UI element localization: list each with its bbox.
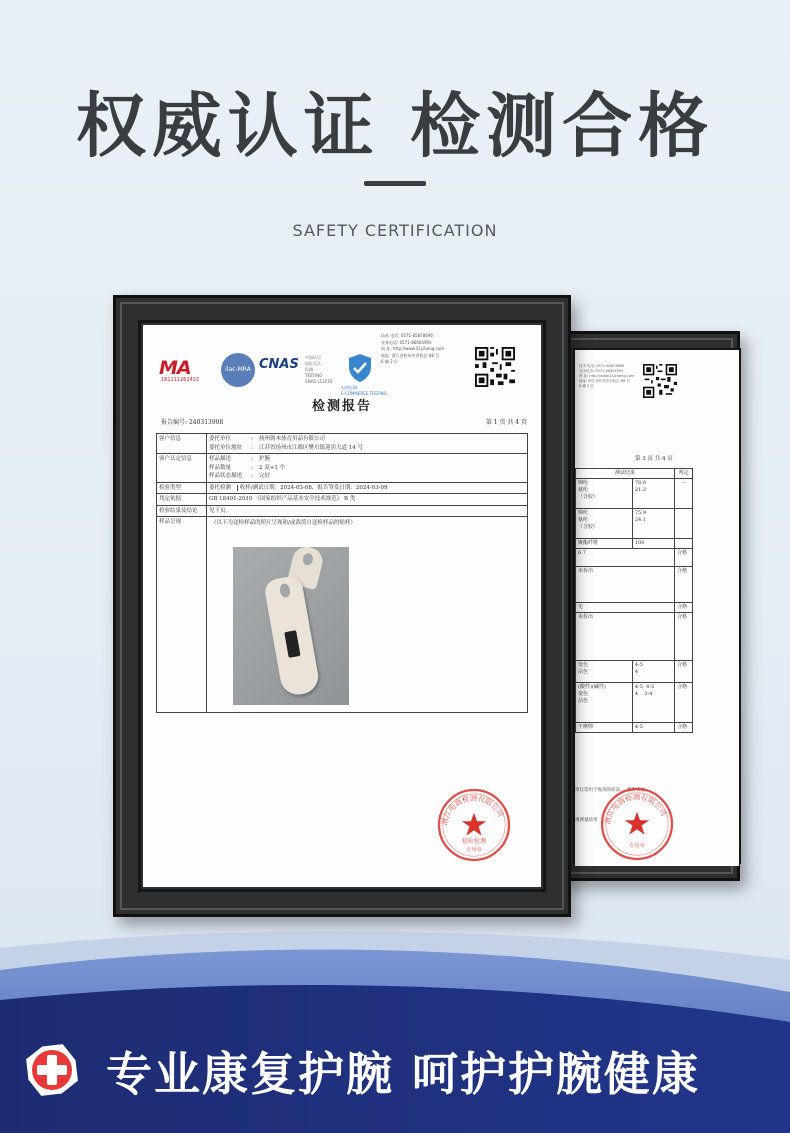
row-label: 判定依据 xyxy=(157,494,207,506)
table-cell: 见下页。 xyxy=(207,505,528,517)
table-cell xyxy=(675,539,693,549)
field-key: 委托单位 xyxy=(209,436,232,442)
table-cell: -- xyxy=(675,479,693,509)
contact-line: 地址: 浙江省杭州市余杭区 68 号 xyxy=(579,379,630,383)
cnas-caption-line: 中国认可 xyxy=(305,355,321,360)
table-cell xyxy=(207,434,528,454)
front-certificate-frame xyxy=(113,295,571,917)
contact-line: 地址: 浙江省杭州市余杭区 68 号 xyxy=(381,352,440,358)
cnas-caption-line: 检测 xyxy=(305,367,313,372)
table-cell: 6.7 xyxy=(576,549,675,567)
table-row xyxy=(576,479,693,509)
lab-contact-block xyxy=(381,333,471,366)
field-key: 委托单位地址 xyxy=(209,444,243,451)
table-header: 判定 xyxy=(675,469,693,479)
badge-caption-en: E-COMMERCE TESTING xyxy=(341,391,387,396)
table-cell: 锦纶 氨纶 （含胶） xyxy=(576,479,633,509)
table-cell: 合格 xyxy=(675,683,693,723)
cma-logo-icon xyxy=(159,357,217,381)
table-header: 测试结果 xyxy=(576,469,675,479)
cnas-caption xyxy=(305,355,335,385)
front-report-paper xyxy=(143,325,541,887)
cnas-caption-line: CNAS L12274 xyxy=(305,379,333,384)
back-report-paper xyxy=(575,350,739,866)
report-title: 检测报告 xyxy=(311,399,372,414)
table-cell: 无 xyxy=(576,603,675,613)
table-row xyxy=(576,549,693,567)
cma-logo-text: MA xyxy=(159,357,191,379)
table-cell: 合格 xyxy=(675,567,693,603)
page-number: 第 1 页 共 4 页 xyxy=(485,419,527,426)
table-row xyxy=(576,613,693,661)
row-label: 样品呈现 xyxy=(157,517,207,713)
report-number xyxy=(161,417,223,426)
contact-line: 业务电话: 0571-86004993 xyxy=(381,339,432,345)
row-label: 客户认定信息 xyxy=(157,454,207,483)
banner-slogan: 专业康复护腕 呵护护腕健康 xyxy=(106,1047,701,1101)
table-cell: 78.8 21.2 xyxy=(632,479,674,509)
table-cell: 4-5 4 xyxy=(632,661,674,683)
sample-photo xyxy=(233,547,349,705)
table-cell xyxy=(207,482,528,494)
table-row xyxy=(576,567,693,603)
field-value: 委托检测 xyxy=(209,484,232,491)
table-row xyxy=(157,517,528,713)
stamp-sub: 检验检测 xyxy=(461,838,487,846)
subtitle: SAFETY CERTIFICATION xyxy=(292,221,498,240)
cma-number: 181111262432 xyxy=(161,377,200,383)
table-cell: 锦纶 氨纶 （含胶） xyxy=(576,509,633,539)
field-value: 护腕 xyxy=(259,456,271,462)
kv-row: 样品状态描述 : 完好 xyxy=(209,473,271,479)
table-cell xyxy=(207,517,528,713)
svg-text:浙江电商检测有限公司: 浙江电商检测有限公司 xyxy=(602,792,669,825)
cnas-caption-line: 国际互认 xyxy=(305,361,321,366)
back-certificate-frame xyxy=(556,331,740,881)
table-cell: 合格 xyxy=(675,603,693,613)
contact-line: 技术 电话: 0571-85878696 xyxy=(579,364,625,368)
kv-row: 委托单位地址 : 江苏省扬州市江都区樊川镇迎宾大道 14 号 xyxy=(209,444,363,451)
table-row xyxy=(576,683,693,723)
report-number-value: 240313908 xyxy=(188,419,224,426)
table-cell: 100 xyxy=(632,539,674,549)
shield-check-icon xyxy=(347,353,373,383)
back-results-table xyxy=(575,468,693,733)
svg-text:专用章: 专用章 xyxy=(629,842,645,849)
table-row xyxy=(157,505,528,517)
table-cell: 干摩擦 xyxy=(576,723,633,733)
table-row xyxy=(157,434,528,454)
contact-line: 业务电话: 0571-86004993 xyxy=(579,369,624,373)
table-cell: 未检出 xyxy=(576,613,675,661)
contact-line: 网 址: http://www.51jcheng.com xyxy=(381,346,445,352)
table-cell: GB 18401-2010 《国家纺织产品基本安全技术规范》 B 类 xyxy=(207,494,528,506)
badge-caption-cn: 电商检测 xyxy=(341,385,357,390)
table-row xyxy=(576,469,693,479)
divider xyxy=(364,181,426,186)
stamp-text: 浙江电商检测有限公司 xyxy=(439,793,506,826)
table-cell: 75.9 24.1 xyxy=(632,509,674,539)
field-value: 2 双+1 个 xyxy=(259,464,286,471)
table-row xyxy=(576,509,693,539)
table-cell: (酸性)(碱性) 变色 沾色 xyxy=(576,683,633,723)
stamp-sub2: 专用章 xyxy=(466,846,482,853)
ilac-mra-logo-icon: ilac-MRA xyxy=(221,353,255,387)
table-cell: 4-5 xyxy=(632,723,674,733)
table-cell: 聚酯纤维 xyxy=(576,539,633,549)
note-line: 遵测量结果 xyxy=(575,818,598,823)
qr-code-icon xyxy=(475,347,515,387)
field-key: 样品描述 xyxy=(209,456,232,462)
table-row xyxy=(157,454,528,483)
table-row xyxy=(157,482,528,494)
photo-note: （以下为送检样品的照片呈现和/或裁剪自送检样品的贴样） xyxy=(211,520,356,526)
field-value: 扬州朝木体育用品有限公司 xyxy=(259,436,326,442)
official-seal-icon xyxy=(436,787,512,863)
contact-line: 6 幢 2 层 xyxy=(381,359,398,365)
field-value: 完好 xyxy=(259,473,271,479)
table-row xyxy=(576,603,693,613)
medical-cross-icon xyxy=(22,1040,82,1100)
back-contact-block xyxy=(579,364,639,389)
table-cell: 合格 xyxy=(675,723,693,733)
cnas-logo-icon: CNAS xyxy=(259,357,299,372)
back-page-number: 第 3 页 共 4 页 xyxy=(635,456,673,462)
table-cell: 合格 xyxy=(675,613,693,661)
table-cell: 合格 xyxy=(675,549,693,567)
field-key: 样品数量 xyxy=(209,464,232,471)
contact-line: 6 幢 2 层 xyxy=(579,384,594,388)
row-label: 客户信息 xyxy=(157,434,207,454)
kv-row: 样品数量 : 2 双+1 个 xyxy=(209,464,286,471)
headline: 权威认证 检测合格 xyxy=(75,85,715,167)
row-label: 检验结果及结论 xyxy=(157,505,207,517)
table-cell: 合格 xyxy=(675,661,693,683)
table-cell: 未检出 xyxy=(576,567,675,603)
report-number-label: 报告编号: xyxy=(161,419,188,426)
field-value: 收样/测试日期：2024-03-08，报告签发日期：2024-03-09 xyxy=(237,485,388,491)
cnas-caption-line: TESTING xyxy=(305,373,323,378)
table-row xyxy=(576,723,693,733)
note-line: 果仅适用于收到的样品 ... 报告未加 xyxy=(575,788,646,793)
contact-line: 技术 电话: 0571-85878696 xyxy=(381,333,433,338)
table-cell: 4-5 4-5 4 3-4 xyxy=(632,683,674,723)
wrist-brace-image xyxy=(263,575,321,698)
table-row xyxy=(157,494,528,506)
table-cell xyxy=(207,454,528,483)
kv-row: 委托单位 : 扬州朝木体育用品有限公司 xyxy=(209,436,326,442)
qr-code-icon xyxy=(643,364,677,398)
table-row xyxy=(576,539,693,549)
kv-row: 样品描述 : 护腕 xyxy=(209,456,271,462)
table-cell: 变色 沾色 xyxy=(576,661,633,683)
table-cell xyxy=(675,509,693,539)
field-key: 样品状态描述 xyxy=(209,473,243,479)
official-seal-icon xyxy=(599,786,675,862)
contact-line: 网 址: http://www.51jcheng.com xyxy=(579,374,635,378)
field-value: 江苏省扬州市江都区樊川镇迎宾大道 14 号 xyxy=(259,444,363,451)
row-label: 检验类型 xyxy=(157,482,207,494)
report-table xyxy=(156,433,528,713)
table-row xyxy=(576,661,693,683)
